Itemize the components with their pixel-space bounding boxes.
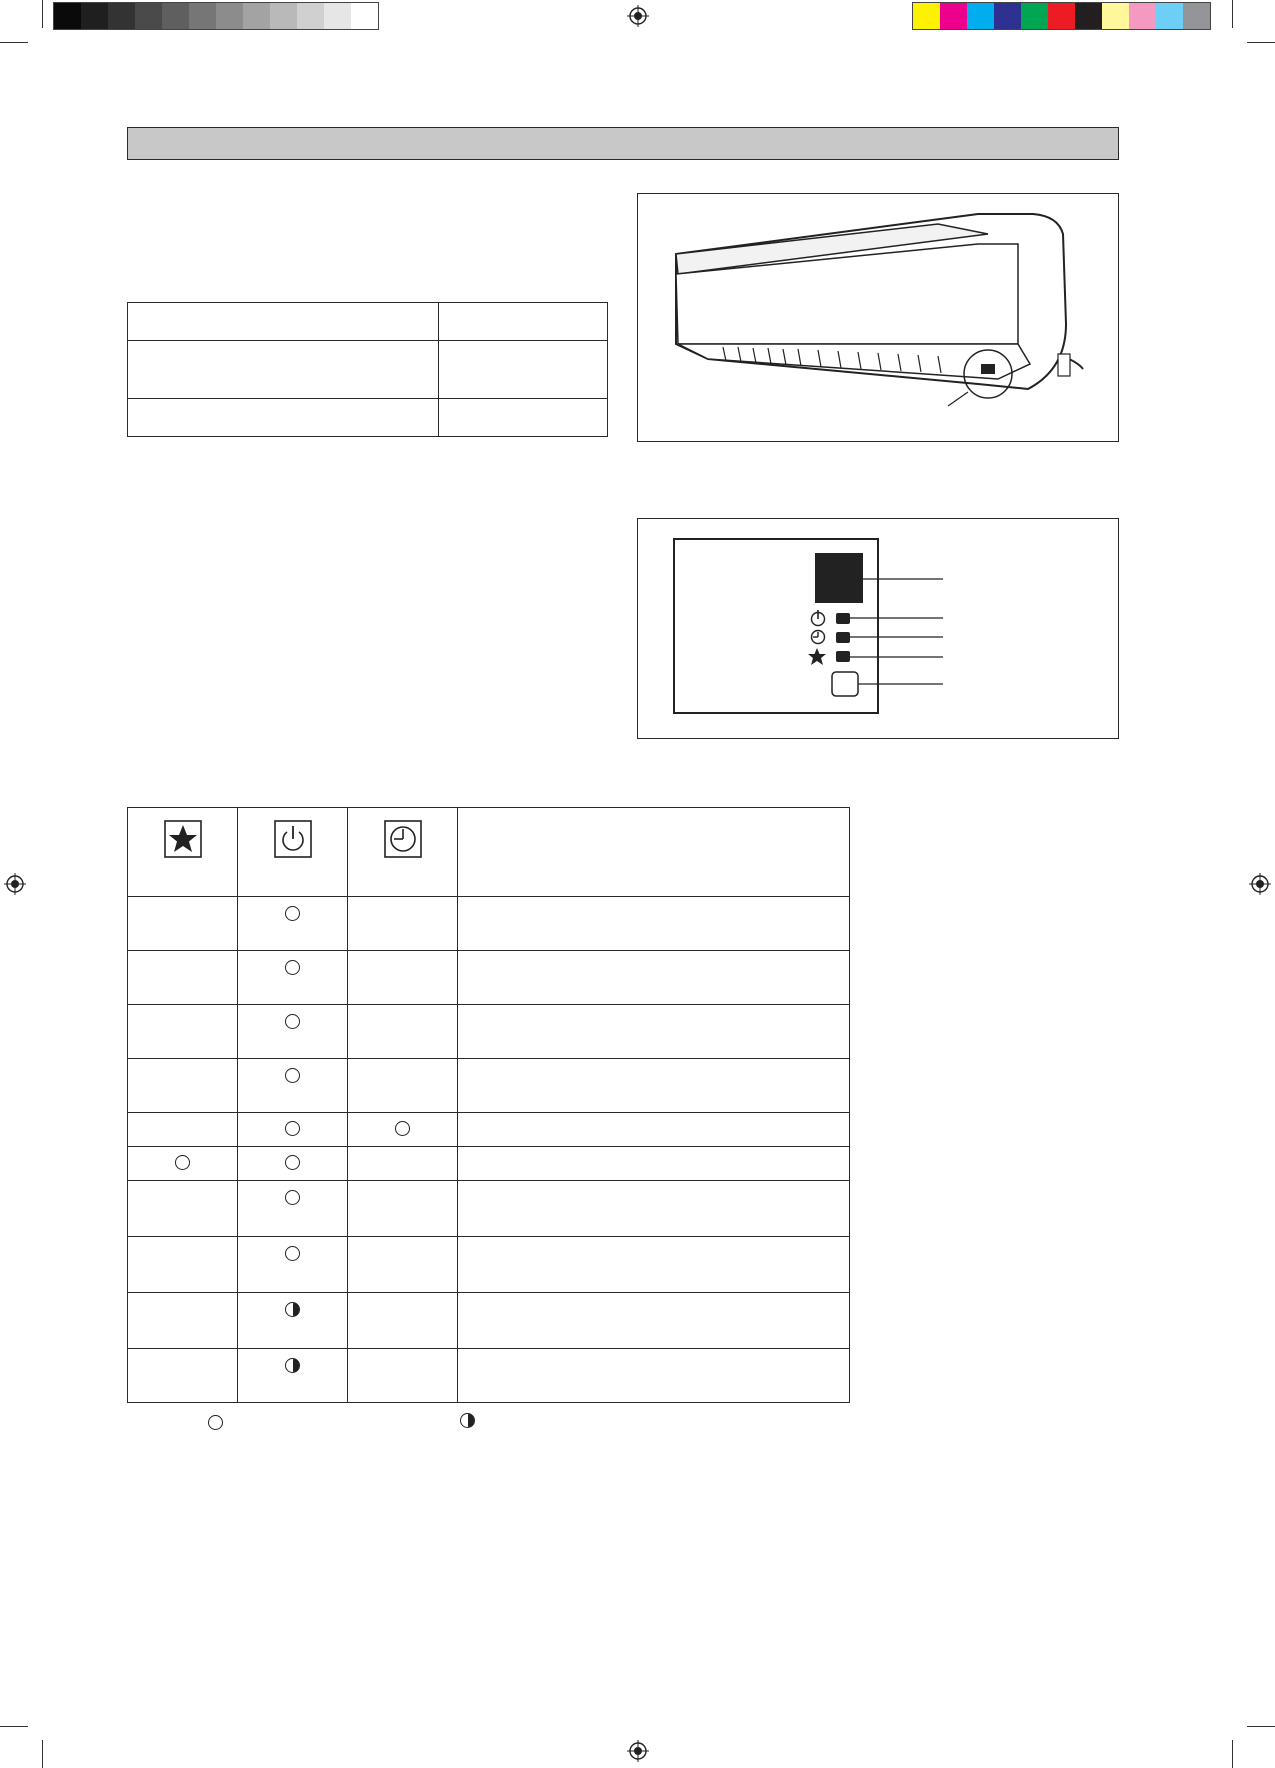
gray-swatch-bar	[53, 2, 379, 30]
lit-indicator-icon	[285, 960, 300, 975]
row-description	[458, 897, 850, 951]
legend-lit-symbol	[208, 1415, 223, 1430]
table-row	[128, 399, 608, 437]
timer-state-cell	[348, 1005, 458, 1059]
table-row	[128, 1113, 850, 1147]
panel-figure	[637, 518, 1119, 739]
header-description-cell	[458, 808, 850, 897]
timer-state-cell	[348, 1059, 458, 1113]
header-star-cell	[128, 808, 238, 897]
color-swatch-bar	[912, 2, 1211, 30]
timer-state-cell	[348, 1293, 458, 1349]
registration-mark-right	[1249, 873, 1271, 895]
color-swatch	[162, 3, 189, 29]
table-row	[128, 341, 608, 399]
crop-mark	[0, 1726, 28, 1727]
blinking-indicator-icon	[285, 1302, 300, 1317]
color-swatch	[1102, 3, 1129, 29]
lit-indicator-icon	[285, 1014, 300, 1029]
timer-state-cell	[348, 1113, 458, 1147]
spec-table	[127, 302, 608, 437]
spec-value	[439, 303, 608, 341]
lit-indicator-icon	[285, 1121, 300, 1136]
spec-value	[439, 341, 608, 399]
table-row	[128, 1147, 850, 1181]
star-state-cell	[128, 1349, 238, 1403]
unit-figure	[637, 193, 1119, 442]
color-swatch	[994, 3, 1021, 29]
lit-indicator-icon	[175, 1155, 190, 1170]
air-conditioner-illustration	[638, 194, 1118, 441]
header-power-cell	[238, 808, 348, 897]
timer-state-cell	[348, 951, 458, 1005]
star-state-cell	[128, 1113, 238, 1147]
power-state-cell	[238, 1113, 348, 1147]
row-description	[458, 1293, 850, 1349]
row-description	[458, 1147, 850, 1181]
power-state-cell	[238, 951, 348, 1005]
spec-label	[128, 399, 439, 437]
crop-mark	[42, 0, 43, 28]
section-header-bar	[127, 127, 1119, 160]
crop-mark	[1232, 0, 1233, 28]
table-header-row	[128, 808, 850, 897]
power-icon	[274, 820, 312, 858]
color-swatch	[1156, 3, 1183, 29]
registration-mark-top	[627, 5, 649, 27]
timer-state-cell	[348, 1147, 458, 1181]
lit-indicator-icon	[395, 1121, 410, 1136]
crop-mark	[1232, 1740, 1233, 1768]
power-state-cell	[238, 1147, 348, 1181]
power-state-cell	[238, 1293, 348, 1349]
color-swatch	[913, 3, 940, 29]
spec-label	[128, 341, 439, 399]
table-row	[128, 1059, 850, 1113]
color-swatch	[1129, 3, 1156, 29]
star-state-cell	[128, 951, 238, 1005]
power-state-cell	[238, 1237, 348, 1293]
star-icon	[164, 820, 202, 858]
color-swatch	[1075, 3, 1102, 29]
power-state-cell	[238, 1181, 348, 1237]
table-row	[128, 1005, 850, 1059]
crop-mark	[42, 1740, 43, 1768]
legend-blink-symbol	[460, 1413, 475, 1428]
timer-state-cell	[348, 1237, 458, 1293]
table-row	[128, 1293, 850, 1349]
color-swatch	[1183, 3, 1210, 29]
header-timer-cell	[348, 808, 458, 897]
row-description	[458, 1181, 850, 1237]
row-description	[458, 1237, 850, 1293]
color-swatch	[1021, 3, 1048, 29]
row-description	[458, 951, 850, 1005]
star-state-cell	[128, 1293, 238, 1349]
spec-value	[439, 399, 608, 437]
registration-mark-bottom	[627, 1740, 649, 1762]
row-description	[458, 1349, 850, 1403]
crop-mark	[1247, 1726, 1275, 1727]
lit-indicator-icon	[285, 906, 300, 921]
color-swatch	[297, 3, 324, 29]
lit-indicator-icon	[285, 1068, 300, 1083]
color-swatch	[940, 3, 967, 29]
lit-indicator-icon	[285, 1155, 300, 1170]
display-panel-illustration	[638, 519, 1118, 738]
registration-mark-left	[4, 873, 26, 895]
table-row	[128, 951, 850, 1005]
color-swatch	[54, 3, 81, 29]
crop-mark	[1247, 42, 1275, 43]
spec-label	[128, 303, 439, 341]
blinking-indicator-icon	[285, 1358, 300, 1373]
lit-indicator-icon	[285, 1246, 300, 1261]
power-state-cell	[238, 1349, 348, 1403]
color-swatch	[967, 3, 994, 29]
indicator-table	[127, 807, 850, 1403]
timer-icon	[384, 820, 422, 858]
table-row	[128, 1349, 850, 1403]
timer-state-cell	[348, 1349, 458, 1403]
color-swatch	[81, 3, 108, 29]
table-row	[128, 897, 850, 951]
color-swatch	[189, 3, 216, 29]
star-state-cell	[128, 1181, 238, 1237]
timer-state-cell	[348, 1181, 458, 1237]
star-state-cell	[128, 1059, 238, 1113]
color-swatch	[351, 3, 378, 29]
color-swatch	[108, 3, 135, 29]
table-row	[128, 303, 608, 341]
star-state-cell	[128, 1237, 238, 1293]
row-description	[458, 1005, 850, 1059]
color-swatch	[1048, 3, 1075, 29]
timer-state-cell	[348, 897, 458, 951]
star-state-cell	[128, 1005, 238, 1059]
crop-mark	[0, 42, 28, 43]
power-state-cell	[238, 897, 348, 951]
color-swatch	[135, 3, 162, 29]
lit-indicator-icon	[285, 1190, 300, 1205]
power-state-cell	[238, 1005, 348, 1059]
table-row	[128, 1181, 850, 1237]
table-row	[128, 1237, 850, 1293]
color-swatch	[270, 3, 297, 29]
row-description	[458, 1113, 850, 1147]
star-state-cell	[128, 1147, 238, 1181]
color-swatch	[216, 3, 243, 29]
row-description	[458, 1059, 850, 1113]
color-swatch	[243, 3, 270, 29]
star-state-cell	[128, 897, 238, 951]
color-swatch	[324, 3, 351, 29]
power-state-cell	[238, 1059, 348, 1113]
